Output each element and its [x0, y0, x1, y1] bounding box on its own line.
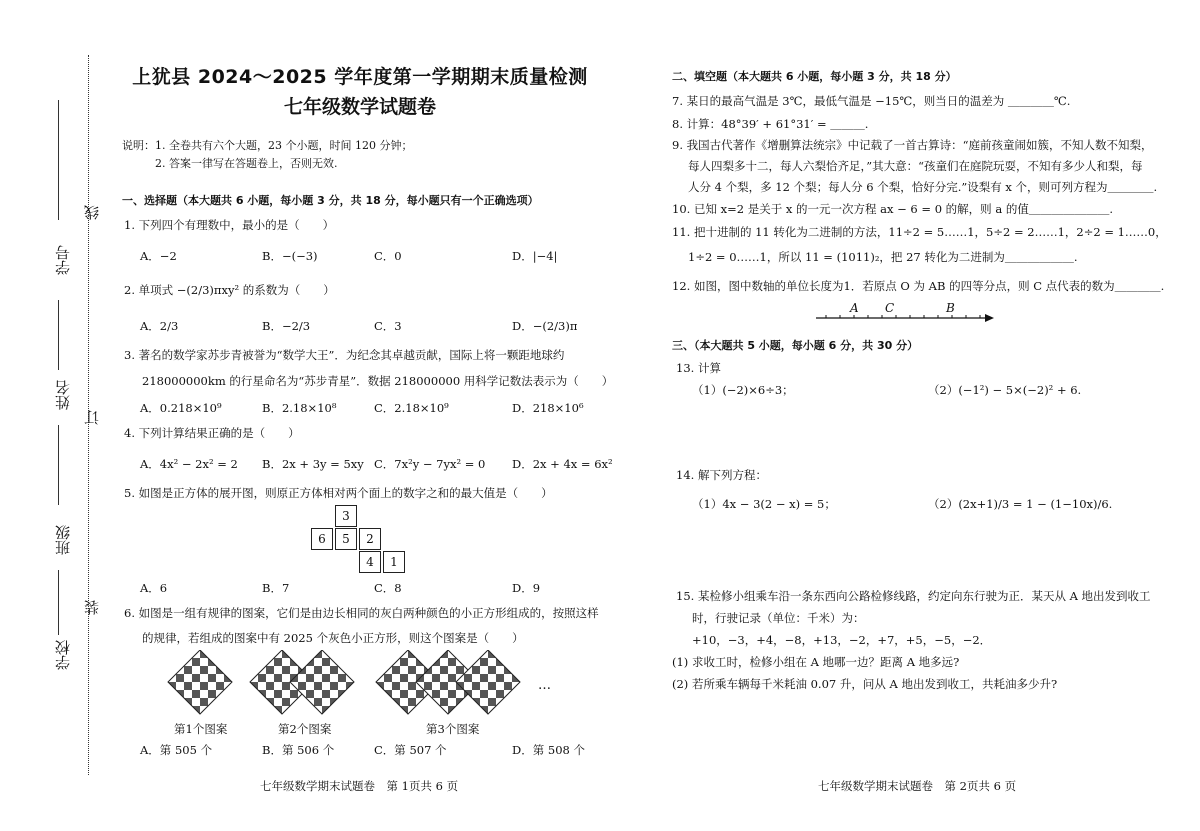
- q1-option-d: D．|−4|: [512, 249, 558, 263]
- q3-option-b: B．2.18×10⁸: [262, 401, 337, 415]
- q14-part-2: （2）(2x+1)/3 = 1 − (1−10x)/6.: [928, 497, 1113, 511]
- q2-option-b: B．−2/3: [262, 319, 311, 333]
- q6-line1: 6. 如图是一组有规律的图案，它们是由边长相同的灰白两种颜色的小正方形组成的，按照这样: [124, 606, 599, 620]
- field-label-xingming: 姓名: [54, 380, 72, 410]
- q7-text: 7. 某日的最高气温是 3℃，最低气温是 −15℃，则当日的温差为 ＿＿＿＿℃.: [672, 94, 1071, 108]
- q9-line1: 9. 我国古代著作《增删算法统宗》中记载了一首古算诗：“庭前孩童闹如簇，不知人数不知梨，: [672, 138, 1153, 152]
- field-line-xingming: [58, 300, 59, 370]
- section3-heading: 三、（本大题共 5 小题，每小题 6 分，共 30 分）: [672, 339, 919, 352]
- pattern-2: [250, 650, 354, 714]
- q2-text: 2. 单项式 −(2/3)πxy² 的系数为（ ）: [124, 283, 335, 297]
- footer-right: 七年级数学期末试题卷 第 2页共 6 页: [818, 779, 1017, 793]
- q15-line5: (2) 若所乘车辆每千米耗油 0.07 升，问从 A 地出发到收工，共耗油多少升?: [672, 677, 1058, 691]
- field-line-xuexiao: [58, 570, 59, 635]
- q5-option-a: A．6: [140, 581, 168, 595]
- q15-line4: (1) 求收工时，检修小组在 A 地哪一边？距离 A 地多远?: [672, 655, 960, 669]
- q1-option-b: B．−(−3): [262, 249, 318, 263]
- q3-option-c: C．2.18×10⁹: [374, 401, 449, 415]
- binding-label-xian: 线: [83, 205, 101, 220]
- q12-text: 12. 如图，图中数轴的单位长度为1．若原点 O 为 AB 的四等分点，则 C 点代表的数为＿＿＿＿.: [672, 279, 1165, 293]
- q6-option-b: B．第 506 个: [262, 743, 335, 757]
- q15-line1: 15. 某检修小组乘车沿一条东西向公路检修线路，约定向东行驶为正．某天从 A 地出发到收工: [676, 589, 1151, 603]
- pattern-3: [376, 650, 520, 714]
- numberline-label-b: B: [946, 301, 955, 315]
- net-face: 5: [335, 528, 357, 550]
- q3-line1: 3. 著名的数学家苏步青被誉为“数学大王”．为纪念其卓越贡献，国际上将一颗距地球约: [124, 348, 565, 362]
- q14-part-1: （1）4x − 3(2 − x) = 5；: [692, 497, 836, 511]
- q6-ellipsis: …: [538, 678, 551, 693]
- numberline-label-a: A: [850, 301, 859, 315]
- q5-option-d: D．9: [512, 581, 541, 595]
- q4-option-b: B．2x + 3y = 5xy: [262, 457, 364, 471]
- pattern-1: [168, 650, 232, 714]
- q1-text: 1. 下列四个有理数中，最小的是（ ）: [124, 218, 335, 232]
- q5-option-c: C．8: [374, 581, 402, 595]
- field-label-xuexiao: 学校: [54, 640, 72, 670]
- field-label-xuehao: 学号: [54, 245, 72, 275]
- q4-option-a: A．4x² − 2x² = 2: [140, 457, 238, 471]
- page-subtitle: 七年级数学试题卷: [283, 96, 436, 118]
- q15-line3: +10，−3，+4，−8，+13，−2，+7，+5，−5，−2．: [692, 633, 992, 647]
- q4-text: 4. 下列计算结果正确的是（ ）: [124, 426, 300, 440]
- page-title: 上犹县 2024～2025 学年度第一学期期末质量检测: [132, 66, 588, 88]
- q6-option-a: A．第 505 个: [140, 743, 213, 757]
- field-line-xuehao: [58, 100, 59, 220]
- q6-option-d: D．第 508 个: [512, 743, 585, 757]
- note-2: 2. 答案一律写在答题卷上，否则无效.: [155, 157, 338, 170]
- q6-caption-1: 第1个图案: [174, 722, 228, 736]
- q5-text: 5. 如图是正方体的展开图，则原正方体相对两个面上的数字之和的最大值是（ ）: [124, 486, 553, 500]
- q13-part-2: （2）(−1²) − 5×(−2)² + 6.: [928, 383, 1082, 397]
- q1-option-a: A．−2: [140, 249, 177, 263]
- q1-option-c: C．0: [374, 249, 402, 263]
- q11-line2: 1÷2 = 0……1，所以 11 = (1011)₂，把 27 转化为二进制为＿＿＿＿＿＿.: [688, 250, 1078, 264]
- net-face: 4: [359, 551, 381, 573]
- q9-line2: 每人四梨多十二，每人六梨恰齐足，”其大意：“孩童们在庭院玩耍，不知有多少人和梨，每: [688, 159, 1143, 173]
- binding-label-ding: 订: [83, 410, 101, 425]
- q2-option-a: A．2/3: [140, 319, 179, 333]
- section1-heading: 一、选择题（本大题共 6 小题，每小题 3 分，共 18 分，每小题只有一个正确选项）: [122, 194, 539, 207]
- q3-option-d: D．218×10⁶: [512, 401, 584, 415]
- q13-part-1: （1）(−2)×6÷3；: [692, 383, 794, 397]
- q9-line3: 人分 4 个梨，多 12 个梨；每人分 6 个梨，恰好分完.”设梨有 x 个，则可列方程为＿＿＿＿.: [688, 180, 1158, 194]
- q6-line2: 的规律，若组成的图案中有 2025 个灰色小正方形，则这个图案是（ ）: [142, 631, 524, 645]
- q3-option-a: A．0.218×10⁹: [140, 401, 222, 415]
- binding-label-zhuang: 装: [83, 600, 101, 615]
- q11-line1: 11. 把十进制的 11 转化为二进制的方法，11÷2 = 5……1，5÷2 = 2……1，2÷2 = 1……0，: [672, 225, 1167, 239]
- note-1: 说明：1. 全卷共有六个大题，23 个小题，时间 120 分钟；: [122, 139, 413, 152]
- net-face: 2: [359, 528, 381, 550]
- net-face: 1: [383, 551, 405, 573]
- q2-option-c: C．3: [374, 319, 402, 333]
- q12-numberline: [810, 298, 1000, 324]
- q3-line2: 218000000km 的行星命名为“苏步青星”．数据 218000000 用科学记数法表示为（ ）: [142, 374, 614, 388]
- net-face: 3: [335, 505, 357, 527]
- q10-text: 10. 已知 x=2 是关于 x 的一元一次方程 ax − 6 = 0 的解，则 a 的值＿＿＿＿＿＿＿.: [672, 202, 1113, 216]
- q6-option-c: C．第 507 个: [374, 743, 447, 757]
- field-line-banji: [58, 425, 59, 505]
- numberline-label-c: C: [885, 301, 895, 315]
- section2-heading: 二、填空题（本大题共 6 小题，每小题 3 分，共 18 分）: [672, 70, 957, 83]
- q4-option-c: C．7x²y − 7yx² = 0: [374, 457, 486, 471]
- q6-caption-3: 第3个图案: [426, 722, 480, 736]
- net-face: 6: [311, 528, 333, 550]
- q2-option-d: D．−(2/3)π: [512, 319, 578, 333]
- q6-caption-2: 第2个图案: [278, 722, 332, 736]
- q13-text: 13. 计算: [676, 361, 721, 375]
- q5-option-b: B．7: [262, 581, 290, 595]
- q8-text: 8. 计算：48°39′ + 61°31′ = ＿＿＿.: [672, 117, 869, 131]
- q6-patterns: [160, 650, 560, 722]
- q15-line2: 时，行驶记录（单位：千米）为：: [692, 611, 865, 625]
- q4-option-d: D．2x + 4x = 6x²: [512, 457, 613, 471]
- footer-left: 七年级数学期末试题卷 第 1页共 6 页: [260, 779, 459, 793]
- q14-text: 14. 解下列方程：: [676, 468, 767, 482]
- field-label-banji: 班级: [54, 525, 72, 555]
